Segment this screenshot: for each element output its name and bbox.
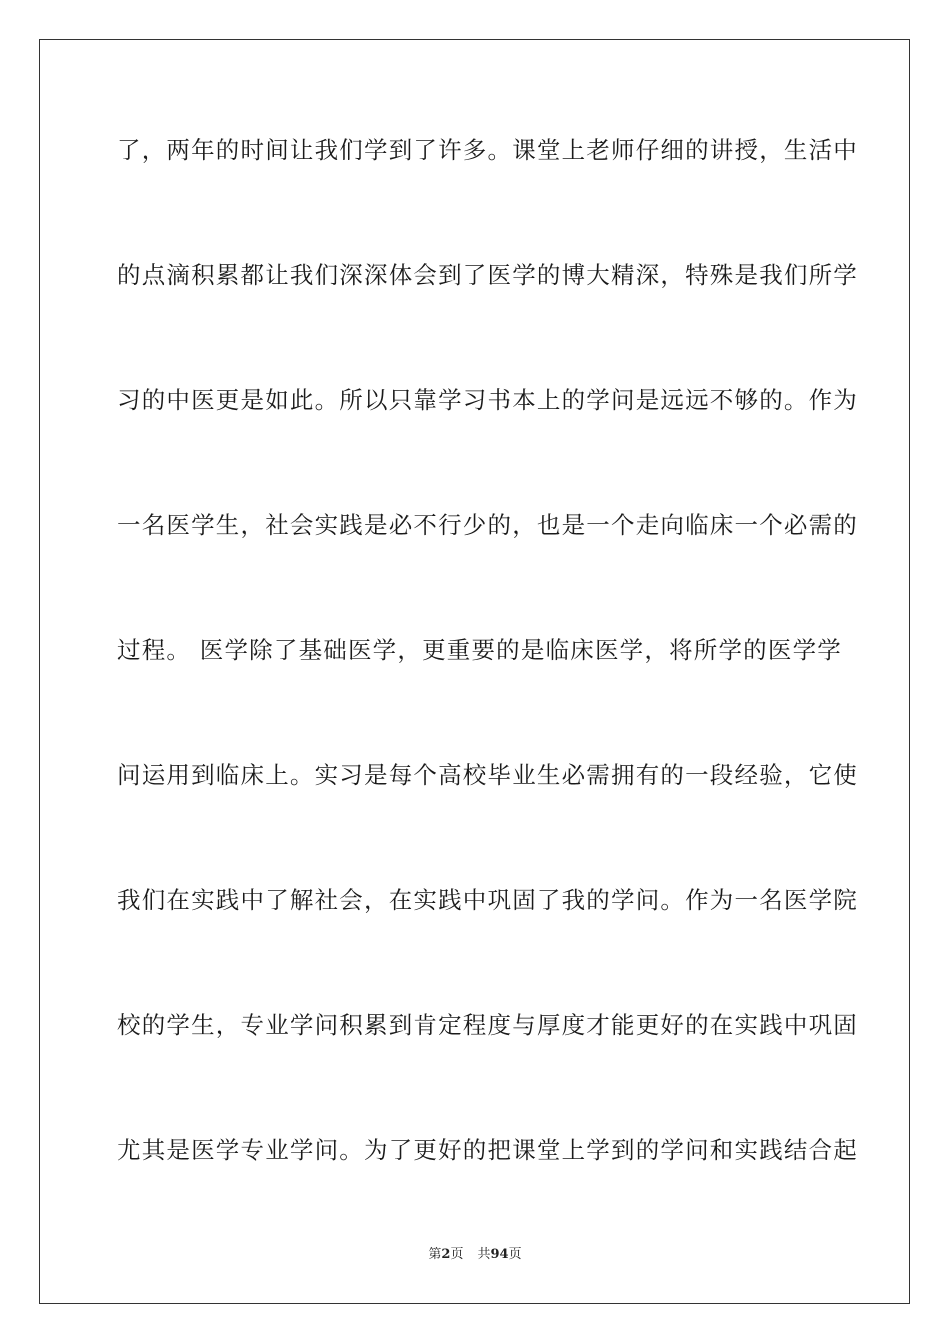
text-line-5: 过程。 医学除了基础医学，更重要的是临床医学，将所学的医学学 xyxy=(117,636,842,664)
text-line-2: 的点滴积累都让我们深深体会到了医学的博大精深，特殊是我们所学 xyxy=(117,261,858,289)
total-suffix: 页 xyxy=(508,1247,522,1262)
page-prefix: 第 xyxy=(428,1247,442,1262)
text-line-8: 校的学生，专业学问积累到肯定程度与厚度才能更好的在实践中巩固 xyxy=(117,1011,858,1039)
page-suffix: 页 xyxy=(450,1247,464,1262)
page-indicator xyxy=(428,1247,463,1262)
page-number: 2 xyxy=(441,1247,451,1262)
text-line-7: 我们在实践中了解社会，在实践中巩固了我的学问。作为一名医学院 xyxy=(117,886,858,914)
total-prefix: 共 xyxy=(477,1247,491,1262)
document-body xyxy=(117,126,858,1251)
text-line-3: 习的中医更是如此。所以只靠学习书本上的学问是远远不够的。作为 xyxy=(117,386,858,414)
total-pages-indicator xyxy=(477,1247,521,1262)
page-footer xyxy=(0,1245,950,1265)
text-line-1: 了，两年的时间让我们学到了许多。课堂上老师仔细的讲授，生活中 xyxy=(117,136,858,164)
text-line-6: 问运用到临床上。实习是每个高校毕业生必需拥有的一段经验，它使 xyxy=(117,761,858,789)
text-line-9: 尤其是医学专业学问。为了更好的把课堂上学到的学问和实践结合起 xyxy=(117,1136,858,1164)
text-line-4: 一名医学生，社会实践是必不行少的，也是一个走向临床一个必需的 xyxy=(117,511,858,539)
total-pages: 94 xyxy=(490,1247,509,1262)
